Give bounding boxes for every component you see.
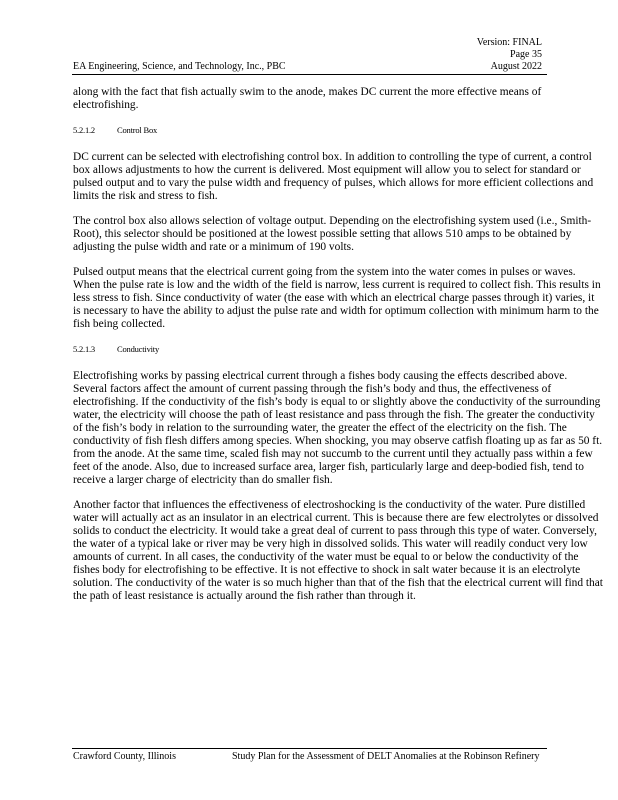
footer-title: Study Plan for the Assessment of DELT Anomalies at the Robinson Refinery xyxy=(232,751,540,762)
paragraph-pulsed-output: Pulsed output means that the electrical current going from the system into the water comes in pulses or waves. When the pulse rate is low and the width of the field is narrow, less current is required to collect fish. This results in less stress to fish. Since conductivity of water (the ease with which an electrical charge passes through it) varies, it is necessary to have the ability to adjust the pulse rate and width for optimum collection with minimum harm to the fish being collected. xyxy=(73,266,601,330)
footer-location: Crawford County, Illinois xyxy=(73,751,176,762)
paragraph-intro: along with the fact that fish actually swim to the anode, makes DC current the more effective means of electrofishing. xyxy=(73,86,542,111)
header-divider xyxy=(72,74,547,75)
document-date: August 2022 xyxy=(490,61,542,72)
header-right xyxy=(477,37,542,73)
company-name: EA Engineering, Science, and Technology, Inc., PBC xyxy=(73,61,286,72)
section-heading-control-box xyxy=(73,124,603,137)
paragraph-control-box-1: DC current can be selected with electrofishing control box. In addition to controlling the type of current, a control box allows adjustments to how the current is delivered. Most equipment will allow you to select for standard or pulsed output and to vary the pulse width and frequency of pulses, which allows for more efficient collections and limits the risk and stress to fish. xyxy=(73,151,594,202)
version-label: Version: FINAL xyxy=(476,37,542,48)
section-heading-conductivity xyxy=(73,343,603,356)
page-number: Page 35 xyxy=(510,49,542,60)
document-body xyxy=(73,86,603,615)
paragraph-conductivity-1: Electrofishing works by passing electrical current through a fishes body causing the effects described above. Several factors affect the amount of current passing through the fish’s body and thus, the effectiveness of electrofishing. If the conductivity of the fish’s body is equal to or slightly above the conductivity of the surrounding water, the electricity will choose the path of least resistance and pass through the fish. The greater the conductivity of the fish’s body in relation to the surrounding water, the greater the effect of the electricity on the fish. The conductivity of fish flesh differs among species. When shocking, you may observe catfish floating up as far as 50 ft. from the anode. At the same time, scaled fish may not succumb to the current until they actually pass within a few feet of the anode. Also, due to increased surface area, larger fish, particularly large and deep-bodied fish, tend to receive a larger charge of electricity than do smaller fish. xyxy=(73,370,603,486)
section-title: Conductivity xyxy=(117,344,159,354)
section-title: Control Box xyxy=(117,125,158,135)
paragraph-control-box-2: The control box also allows selection of voltage output. Depending on the electrofishing system used (i.e., Smith-Root), this selector should be positioned at the lowest possible setting that allows 510 amps to be obtained by adjusting the pulse width and rate or a minimum of 190 volts. xyxy=(73,215,592,253)
section-number: 5.2.1.3 xyxy=(73,344,95,354)
footer-divider xyxy=(72,748,547,749)
paragraph-conductivity-2: Another factor that influences the effectiveness of electroshocking is the conductivity of the water. Pure distilled water will actually act as an insulator in an electrical current. This is because there are few electrolytes or dissolved solids to conduct the electricity. It would take a great deal of current to pass through this type of water. Conversely, the water of a typical lake or river may be very high in dissolved solids. This water will readily conduct very low amounts of current. In all cases, the conductivity of the water must be equal to or below the conductivity of the fishes body for electrofishing to be effective. It is not effective to shock in salt water because it is an electrolyte solution. The conductivity of the water is so much higher than that of the fish that the electrical current will find that the path of least resistance is actually around the fish rather than through it. xyxy=(73,499,603,602)
section-number: 5.2.1.2 xyxy=(73,125,95,135)
